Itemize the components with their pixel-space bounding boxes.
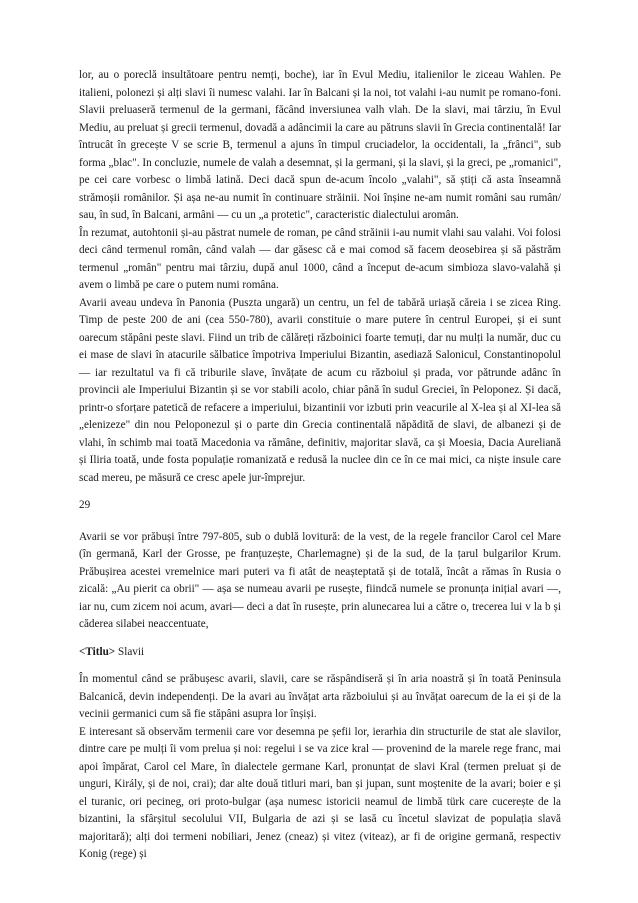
paragraph: Avarii se vor prăbuși între 797-805, sub o dublă lovitură: de la vest, de la regele francilor Carol cel Mare (în germană, Karl der Grosse, pe franțuzește, Charlemagne) și de la sud, de la țarul bulgarilor Krum. Prăbușirea acestei vremelnice mari puteri va fi atât de neașteptată și de totală, încât a rămas în Rusia o zicală: „Au pierit ca obrii" — așa se numeau avarii pe rusește, fiindcă numele se pronunța inițial avari —, iar nu, cum zicem noi acum, avari— deci a dat în rusește, prin alunecarea lui a către o, trecerea lui v la b și căderea silabei neaccentuate, [79,530,561,630]
page-number: 29 [79,499,91,511]
paragraph: E interesant să observăm termenii care vor desemna pe șefii lor, ierarhia din structurile de stat ale slavilor, dintre care pe mulți îi vom prelua și noi: regelui i se va zice kral — provenind de la marele rege franc, mai apoi împărat, Carol cel Mare, în dialectele germane Karl, pronunțat de slavi Kral (termen preluat și de unguri, Király, și de noi, crai); dar alte două titluri mari, ban și jupan, sunt moștenite de la avari; boier e și el turanic, ori pecineg, ori proto-bulgar (așa numesc istoricii neamul de limbă türk care cucerește de la bizantini, la sfârșitul secolului VII, Bulgaria de azi și se lasă cu încetul slavizat de populația slavă majoritară); alți doi termeni nobiliari, Jenez (cneaz) și vitez (viteaz), ar fi de origine germană, respectiv Konig (rege) și [79,725,561,860]
heading-text: Slavii [115,645,145,658]
page-body [79,67,561,864]
paragraph: În rezumat, autohtonii și-au păstrat numele de roman, pe când străinii i-au numit vlahi sau valahi. Voi folosi deci când termenul român, când valah — dar găsesc că e mai comod să facem deosebirea și să păstrăm termenul „român" pentru mai târziu, după anul 1000, când a început de-acum simbioza slavo-valahă și avem o limbă pe care o putem numi româna. [79,226,561,291]
paragraph: lor, au o poreclă insultătoare pentru nemți, boche), iar în Evul Mediu, italienilor le ziceau Wahlen. Pe italieni, polonezi și alți slavi îi numesc valahi. Iar în Balcani și la noi, tot valahi i-au numit pe romano-foni. Slavii preluaseră termenul de la germani, făcând inversiunea valh vlah. De la slavi, mai târziu, în Evul Mediu, au preluat și grecii termenul, dovadă a adâncimii la care au pătruns slavii în Grecia continentală! Iar întrucât în grecește V se scrie B, termenul a ajuns în timpul cruciadelor, la occidentali, la „frânci", sub forma „blac". In concluzie, numele de valah a desemnat, și la germani, și la slavi, și la greci, pe „romanici", pe cei care vorbesc o limbă latină. Deci dacă spun de-acum încolo „valahi", să știți că asta înseamnă strămoșii românilor. Și așa ne-au numit în continuare străinii. Noi înșine ne-am numit români sau rumân/ sau, în sud, în Balcani, armâni — cu un „a protetic", caracteristic dialectului aromân. [79,69,561,221]
paragraph: Avarii aveau undeva în Panonia (Puszta ungară) un centru, un fel de tabără uriașă căreia i se zicea Ring. Timp de peste 200 de ani (cea 550-780), avarii constituie o mare putere în centrul Europei, și ei sunt oarecum stăpâni peste slavi. Fiind un trib de călăreți războinici foarte temuți, dar nu mulți la număr, duc cu ei mase de slavi în atacurile sălbatice împotriva Imperiului Bizantin, asediază Salonicul, Constantinopolul — iar rezultatul va fi că triburile slave, învățate de acum cu războiul și prada, vor pătrunde adânc în provincii ale Imperiului Bizantin și se vor stabili acolo, chiar până în sudul Greciei, în Peloponez. Și dacă, printr-o sforțare patetică de refacere a imperiului, bizantinii vor izbuti prin veacurile al X-lea și al XI-lea să „elenizeze" din nou Peloponezul și o parte din Grecia continentală năpădită de slavi, de albanezi și de vlahi, în schimb mai toată Macedonia va rămâne, definitiv, majoritar slavă, ca și Moesia, Dacia Aureliană și Iliria toată, unde fosta populație romanizată e redusă la nuclee din ce în ce mai mici, ca niște insule care scad mereu, pe măsură ce cresc apele jur-împrejur. [79,296,561,484]
section-heading [79,644,561,662]
paragraph: În momentul când se prăbușesc avarii, slavii, care se răspândiseră și în aria noastră și în toată Peninsula Balcanică, devin independenți. De la avari au învățat arta războiului și au învățat oarecum de la ei și de la vecinii germanici cum să fie stăpâni asupra lor înșiși. [79,673,561,720]
heading-tag: <Titlu> [79,645,116,658]
